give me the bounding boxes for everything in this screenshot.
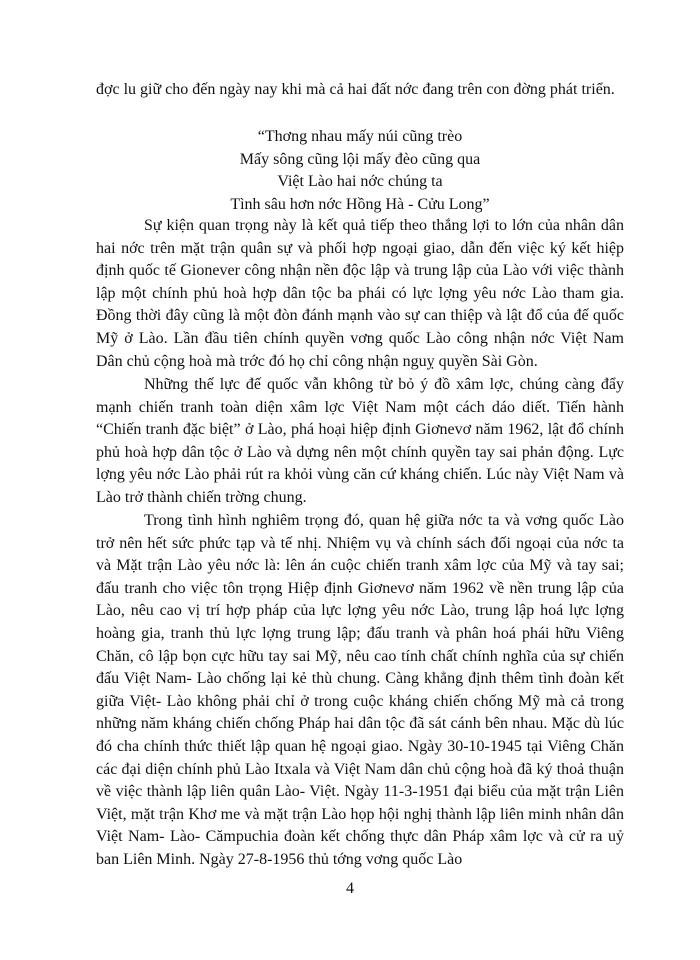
- poem-line: Tình sâu hơn nớc Hồng Hà - Cửu Long”: [230, 195, 490, 213]
- body-paragraph: Trong tình hình nghiêm trọng đó, quan hệ giữa nớc ta và vơng quốc Lào trở nên hết sức phức tạp và tế nhị. Nhiệm vụ và chính sách đối ngoại của nớc ta và Mặt trận Lào yêu nớc là: lên án cuộc chiến tranh xâm lợc của Mỹ và tay sai; đấu tranh cho việc tôn trọng Hiệp định Giơnevơ năm 1962 về nền trung lập của Lào, nêu cao vị trí hợp pháp của lực lợng yêu nớc Lào, trung lập hoá lực lợng hoàng gia, tranh thủ lực lợng trung lập; đấu tranh và phân hoá phái hữu Viêng Chăn, cô lập bọn cực hữu tay sai Mỹ, nêu cao tính chất chính nghĩa của sự chiến đấu Việt Nam- Lào chống lại kẻ thù chung. Càng khẳng định thêm tình đoàn kết giữa Việt- Lào không phải chỉ ở trong cuộc kháng chiến chống Mỹ mà cả trong những năm kháng chiến chống Pháp hai dân tộc đã sát cánh bên nhau. Mặc dù lúc đó cha chính thức thiết lập quan hệ ngoại giao. Ngày 30-10-1945 tại Viêng Chăn các đại diện chính phủ Lào Itxala và Việt Nam dân chủ cộng hoà đã ký thoả thuận về việc thành lập liên quân Lào- Việt. Ngày 11-3-1951 đại biểu của mặt trận Liên Việt, mặt trận Khơ me và mặt trận Lào họp hội nghị thành lập liên minh nhân dân Việt Nam- Lào- Cămpuchia đoàn kết chống thực dân Pháp xâm lợc và cử ra uỷ ban Liên Minh. Ngày 27-8-1956 thủ tớng vơng quốc Lào: [96, 512, 624, 868]
- page-number: 4: [346, 880, 354, 897]
- poem-line: Việt Lào hai nớc chúng ta: [277, 173, 443, 191]
- body-paragraph: Sự kiện quan trọng này là kết quả tiếp theo thắng lợi to lớn của nhân dân hai nớc trên mặt trận quân sự và phối hợp ngoại giao, dẫn đến việc ký kết hiệp định quốc tế Gionever công nhận nền độc lập và trung lập của Lào với việc thành lập một chính phủ hoà hợp dân tộc ba phái có lực lợng yêu nớc Lào tham gia. Đồng thời đây cũng là một đòn đánh mạnh vào sự can thiệp và lật đổ của đế quốc Mỹ ở Lào. Lần đầu tiên chính quyền vơng quốc Lào công nhận nớc Việt Nam Dân chủ cộng hoà mà trớc đó họ chỉ công nhận nguỵ quyền Sài Gòn.: [96, 217, 624, 370]
- poem-line: “Thơng nhau mấy núi cũng trèo: [257, 128, 463, 145]
- intro-paragraph: đợc lu giữ cho đến ngày nay khi mà cả hai đất nớc đang trên con đờng phát triển.: [96, 81, 615, 98]
- poem-block: [96, 126, 624, 216]
- body-paragraph: Những thế lực đế quốc vẫn không từ bỏ ý đồ xâm lợc, chúng càng đẩy mạnh chiến tranh toàn diện xâm lợc Việt Nam một cách dáo diết. Tiến hành “Chiến tranh đặc biệt” ở Lào, phá hoại hiệp định Giơnevơ năm 1962, lật đổ chính phủ hoà hợp dân tộc ở Lào và dựng nên một chính quyền tay sai phản động. Lực lợng yêu nớc Lào phải rút ra khỏi vùng căn cứ kháng chiến. Lúc này Việt Nam và Lào trở thành chiến trờng chung.: [96, 376, 624, 506]
- poem-line: Mấy sông cũng lội mấy đèo cũng qua: [239, 150, 481, 168]
